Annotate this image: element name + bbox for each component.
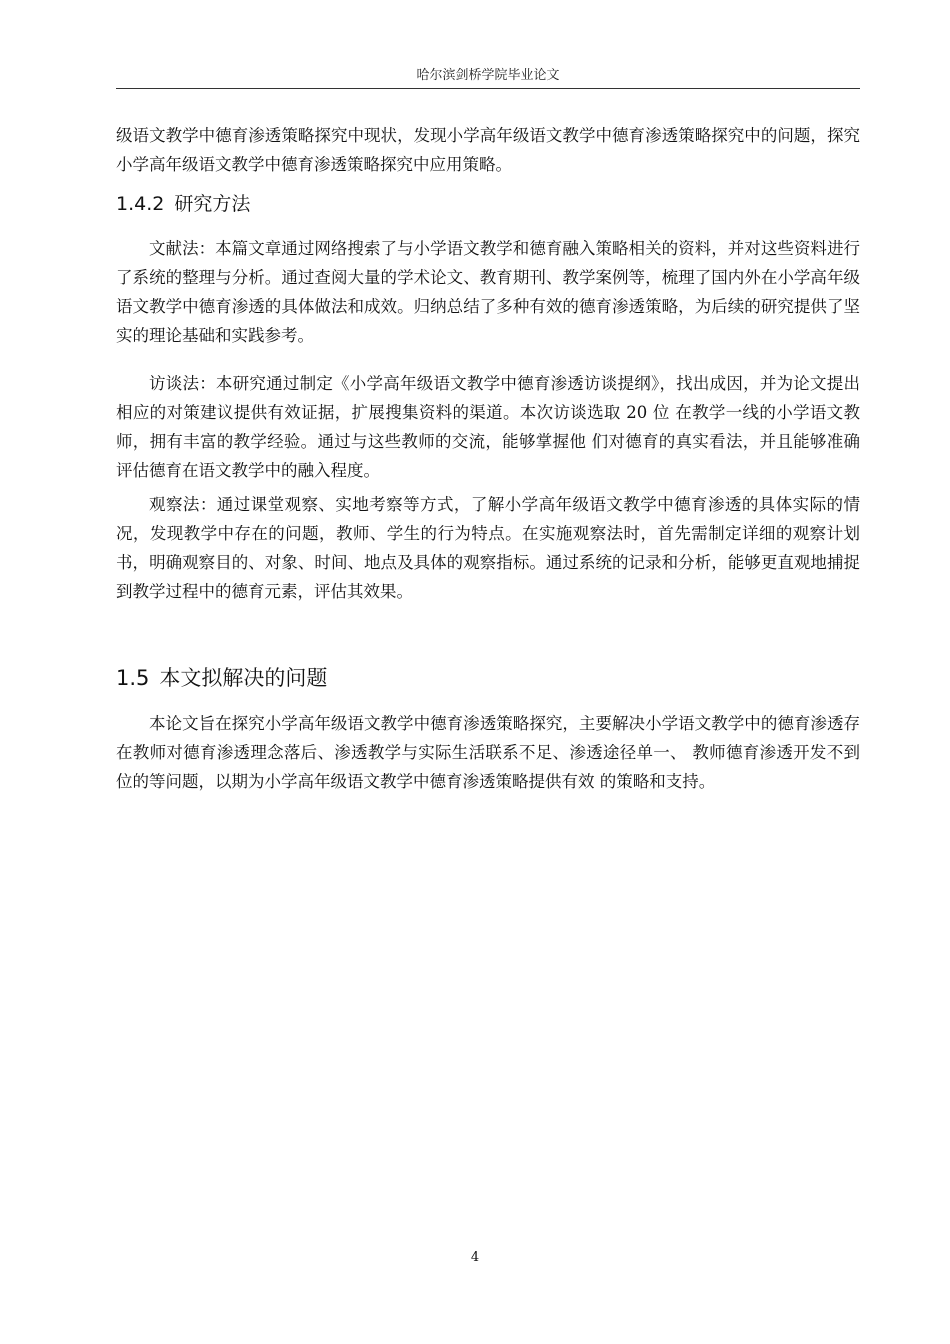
- section-number: 1.5: [116, 666, 150, 690]
- paragraph-interview-method: 访谈法：本研究通过制定《小学高年级语文教学中德育渗透访谈提纲》，找出成因，并为论文提出相应的对策建议提供有效证据，扩展搜集资料的渠道。本次访谈选取 20 位 在教学一线的小学语文教师，拥有丰富的教学经验。通过与这些教师的交流，能够掌握他 们对德育的真实看法，并且能够准确评估德育在语文教学中的融入程度。: [116, 374, 860, 480]
- section-heading-1-5: [116, 663, 860, 693]
- paragraph-observation-method: 观察法：通过课堂观察、实地考察等方式，了解小学高年级语文教学中德育渗透的具体实际的情况，发现教学中存在的问题，教师、学生的行为特点。在实施观察法时，首先需制定详细的观察计划书，明确观察目的、对象、时间、地点及具体的观察指标。通过系统的记录和分析，能够更直观地捕捉到教学过程中的德育元素，评估其效果。: [116, 495, 860, 601]
- section-heading-1-4-2: [116, 190, 860, 218]
- paragraph-problems-to-solve: 本论文旨在探究小学高年级语文教学中德育渗透策略探究，主要解决小学语文教学中的德育渗透存在教师对德育渗透理念落后、渗透教学与实际生活联系不足、渗透途径单一、 教师德育渗透开发不到位的等问题，以期为小学高年级语文教学中德育渗透策略提供有效 的策略和支持。: [116, 714, 860, 791]
- page-number: 4: [470, 1250, 480, 1265]
- header-rule: [116, 88, 860, 89]
- section-number: 1.4.2: [116, 193, 165, 215]
- continued-paragraph: 级语文教学中德育渗透策略探究中现状，发现小学高年级语文教学中德育渗透策略探究中的问题，探究小学高年级语文教学中德育渗透策略探究中应用策略。: [116, 126, 860, 174]
- section-title: 研究方法: [174, 193, 251, 215]
- paragraph-literature-method: 文献法：本篇文章通过网络搜索了与小学语文教学和德育融入策略相关的资料，并对这些资料进行了系统的整理与分析。通过查阅大量的学术论文、教育期刊、教学案例等，梳理了国内外在小学高年级语文教学中德育渗透的具体做法和成效。归纳总结了多种有效的德育渗透策略，为后续的研究提供了坚实的理论基础和实践参考。: [116, 239, 860, 345]
- running-header: 哈尔滨剑桥学院毕业论文: [416, 68, 560, 83]
- section-title: 本文拟解决的问题: [159, 666, 328, 690]
